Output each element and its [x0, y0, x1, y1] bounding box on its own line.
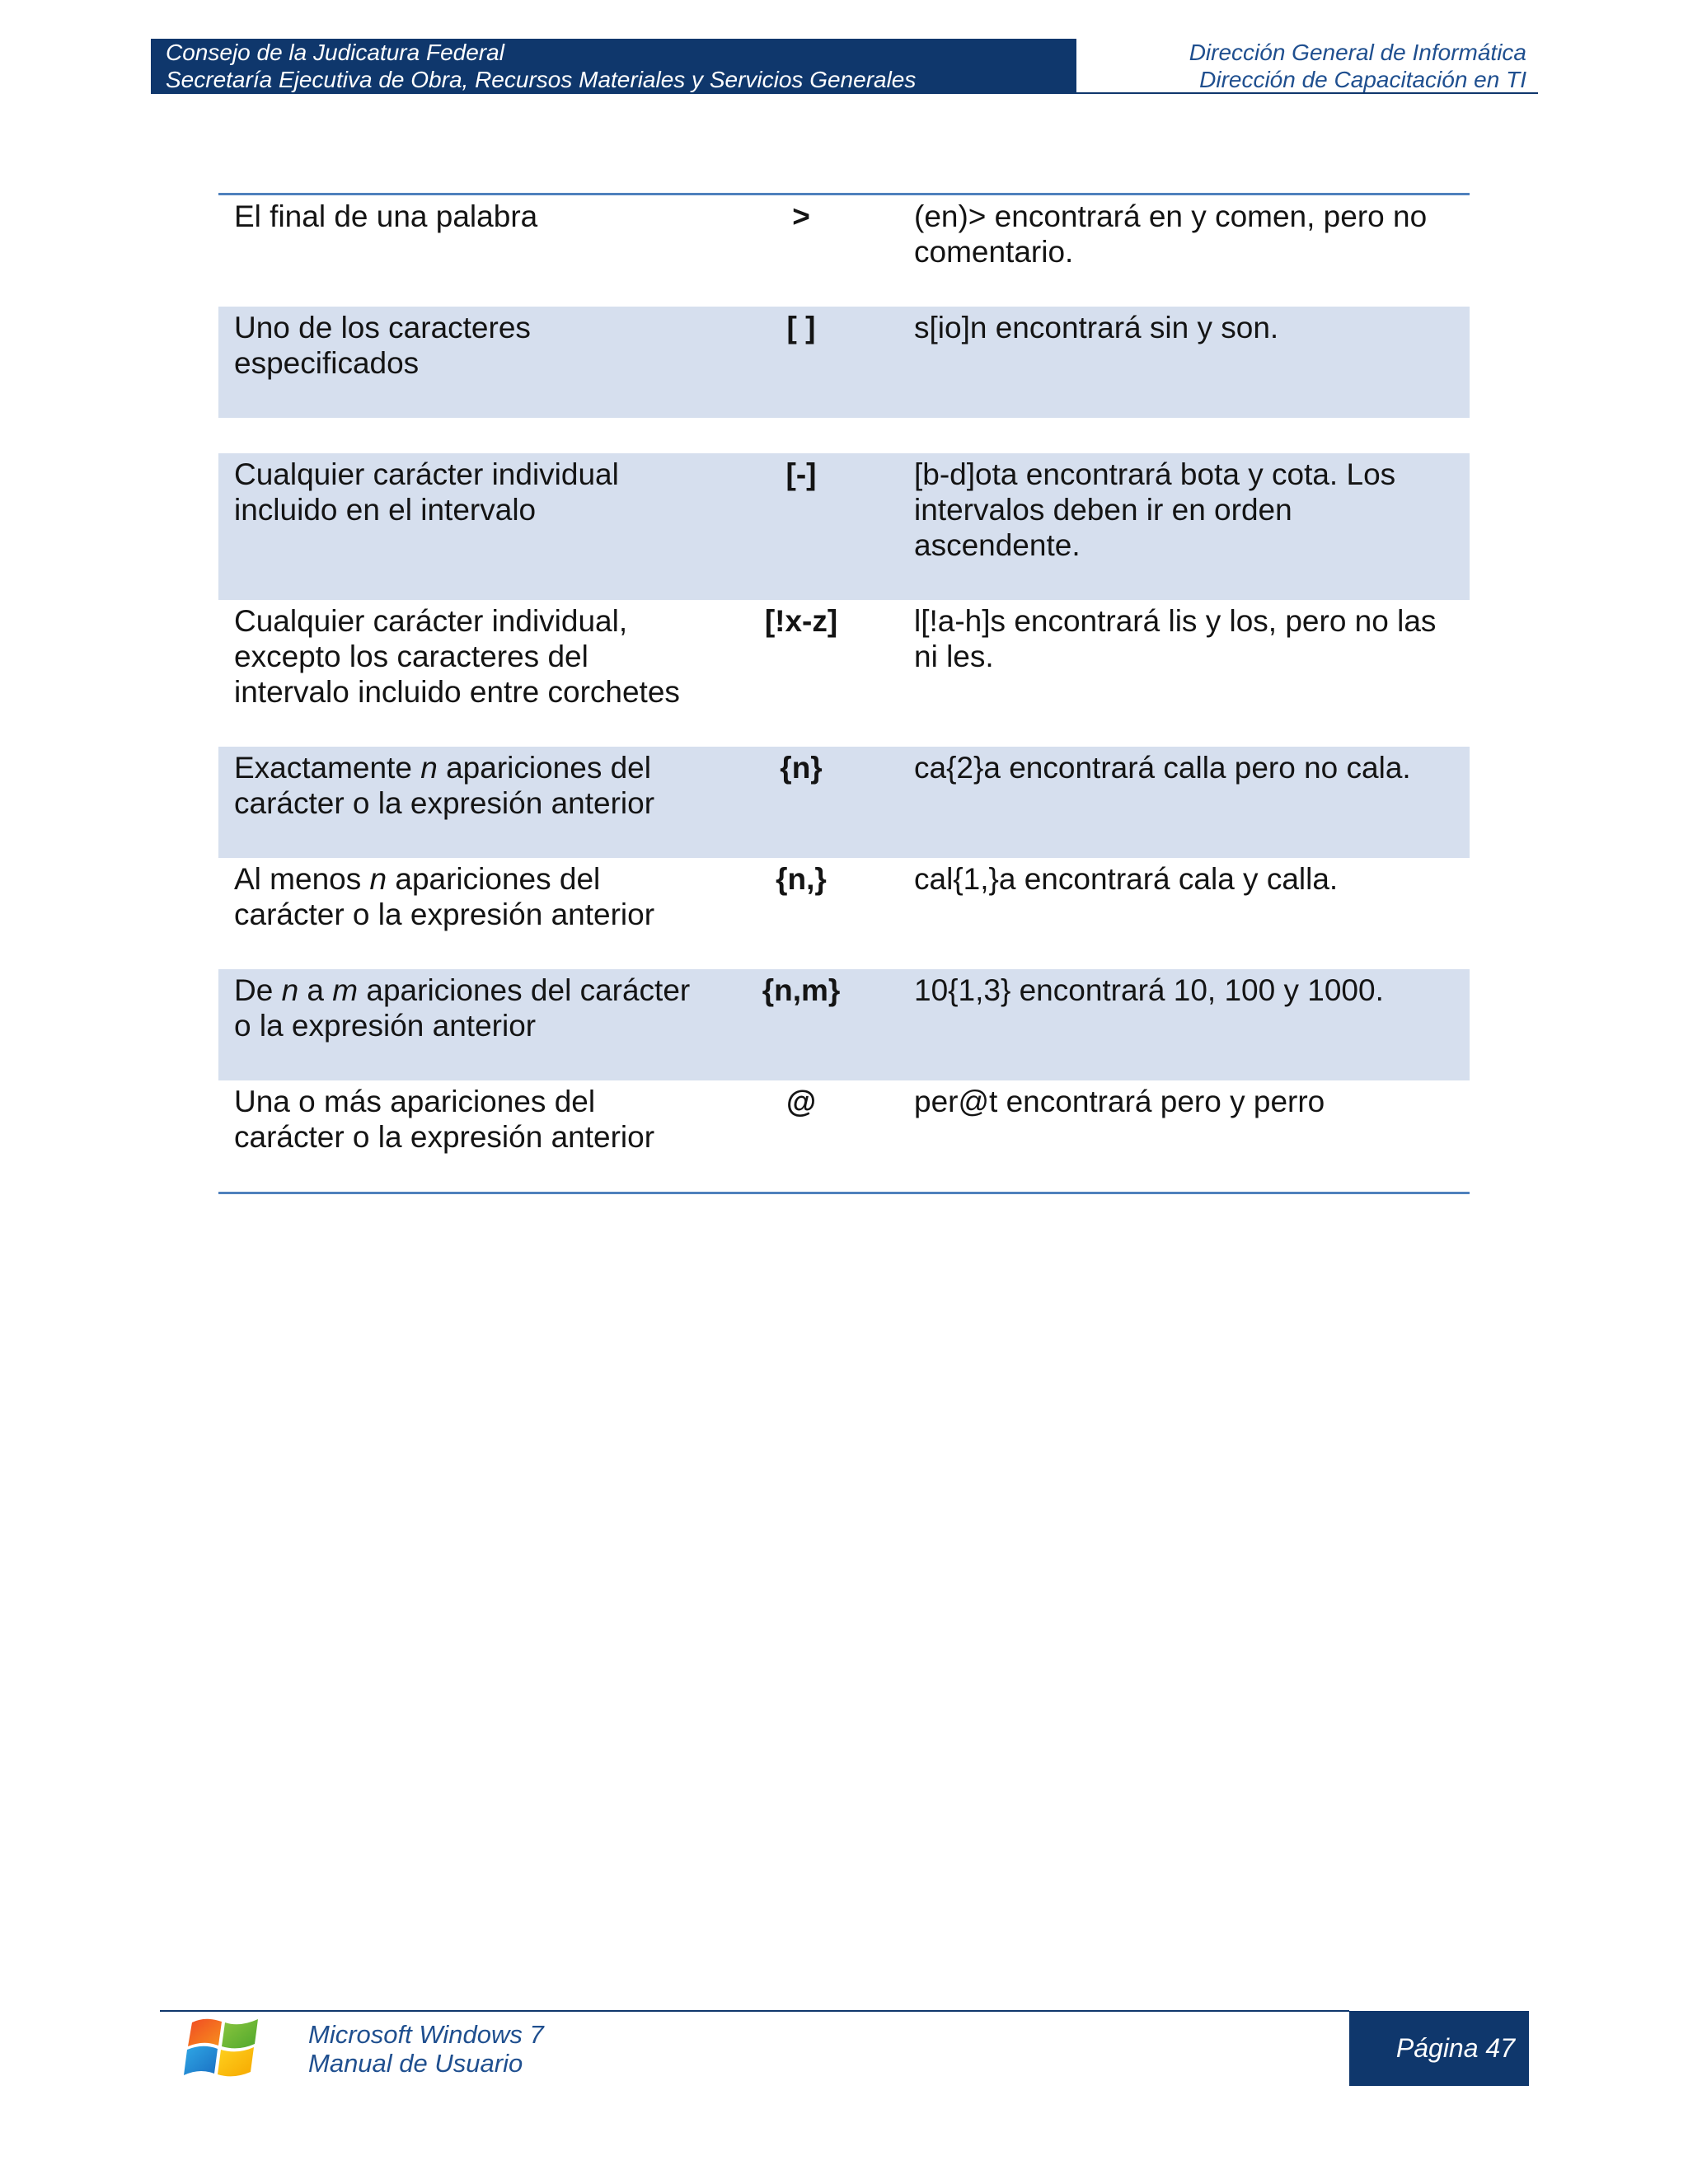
description-text: Uno de los caracteres especificados — [234, 311, 531, 380]
header-organization — [166, 39, 916, 93]
description-cell — [218, 600, 717, 747]
example-cell: cal{1,}a encontrará cala y calla. — [914, 862, 1339, 896]
table-row — [218, 600, 1470, 747]
footer-divider — [160, 2010, 1349, 2012]
header-directorate-general: Dirección General de Informática — [1189, 40, 1526, 65]
example-cell: s[io]n encontrará sin y son. — [914, 311, 1279, 344]
variable-text: m — [332, 973, 359, 1007]
wildcard-symbol-cell: {n,} — [776, 862, 827, 896]
table-row — [218, 307, 1470, 418]
description-cell — [218, 453, 717, 600]
header-directorate-training: Dirección de Capacitación en TI — [1199, 67, 1526, 92]
description-cell — [218, 747, 717, 858]
header-department — [1189, 39, 1526, 93]
description-text: De — [234, 973, 282, 1007]
wildcard-symbol-cell: [!x-z] — [764, 604, 838, 638]
example-cell: [b-d]ota encontrará bota y cota. Los intervalos deben ir en orden ascendente. — [914, 457, 1396, 562]
example-cell: (en)> encontrará en y comen, pero no comentario. — [914, 199, 1428, 269]
description-text: apariciones del carácter o la expresión anterior — [234, 862, 655, 931]
table-row — [218, 195, 1470, 307]
description-text: El final de una palabra — [234, 199, 538, 233]
example-cell: 10{1,3} encontrará 10, 100 y 1000. — [914, 973, 1384, 1007]
example-cell: per@t encontrará pero y perro — [914, 1085, 1325, 1118]
header-secretariat-name: Secretaría Ejecutiva de Obra, Recursos Materiales y Servicios Generales — [166, 67, 917, 92]
table-row — [218, 453, 1470, 600]
variable-text: n — [281, 973, 299, 1007]
description-text: Una o más apariciones del carácter o la expresión anterior — [234, 1085, 655, 1154]
wildcard-symbol-cell: [ ] — [786, 311, 816, 344]
description-cell — [218, 858, 717, 969]
description-text: a — [298, 973, 333, 1007]
table-row — [218, 747, 1470, 858]
wildcard-symbol-cell: [-] — [785, 457, 817, 491]
description-cell — [218, 195, 717, 307]
wildcard-symbol-cell: {n,m} — [762, 973, 841, 1007]
header-council-name: Consejo de la Judicatura Federal — [166, 40, 504, 65]
wildcard-symbol-cell: {n} — [780, 751, 823, 785]
description-text: apariciones del carácter o la expresión anterior — [234, 751, 655, 820]
variable-text: n — [420, 751, 438, 785]
example-cell: l[!a-h]s encontrará lis y los, pero no las ni les. — [914, 604, 1437, 673]
page-number: Página 47 — [1395, 2033, 1515, 2063]
header-divider — [151, 92, 1538, 94]
wildcard-table — [218, 193, 1470, 1194]
example-cell: ca{2}a encontrará calla pero no cala. — [914, 751, 1411, 785]
description-text: Exactamente — [234, 751, 421, 785]
description-cell — [218, 969, 717, 1080]
table-row — [218, 969, 1470, 1080]
description-text: apariciones del carácter o la expresión anterior — [234, 973, 691, 1043]
variable-text: n — [369, 862, 387, 896]
table-row — [218, 1080, 1470, 1192]
wildcard-symbol-cell: > — [792, 199, 810, 233]
windows-logo-icon — [182, 2013, 260, 2083]
page-number-badge — [1349, 2011, 1529, 2086]
table-row — [218, 858, 1470, 969]
description-cell — [218, 1080, 717, 1192]
description-text: Cualquier carácter individual incluido en el intervalo — [234, 457, 619, 527]
footer-document-name: Manual de Usuario — [308, 2049, 523, 2078]
description-text: Al menos — [234, 862, 370, 896]
footer-product-name: Microsoft Windows 7 — [308, 2020, 544, 2049]
description-cell — [218, 307, 717, 418]
description-text: Cualquier carácter individual, excepto los caracteres del intervalo incluido entre corchetes — [234, 604, 680, 709]
table-page-gap — [218, 418, 1470, 453]
footer-manual-title — [308, 2020, 544, 2078]
wildcard-symbol-cell: @ — [785, 1085, 817, 1118]
